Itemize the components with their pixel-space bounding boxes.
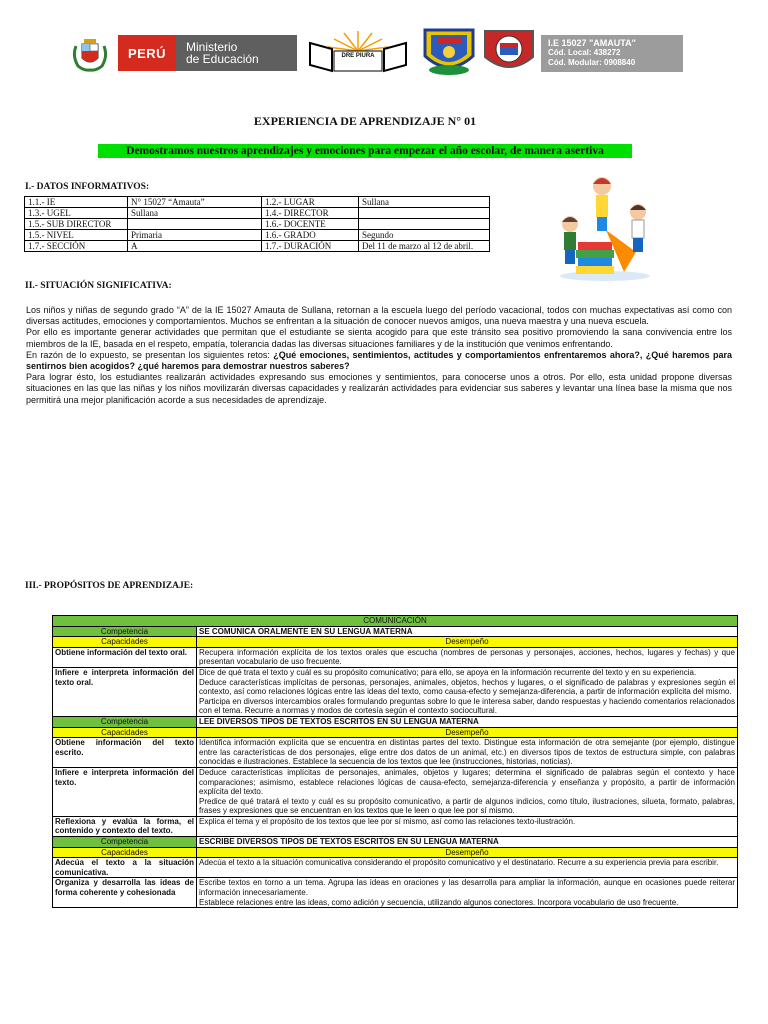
desempeno-text: Participa en diversos intercambios orales formulando preguntas sobre lo que le interesa saber, dando respuestas y haciendo comentarios relacionados con el tema. Recurre a normas y modos de cortesía según el contexto sociocultural.: [199, 696, 735, 716]
competencia-label: Competencia: [53, 837, 197, 848]
table-cell: Sullana: [359, 197, 490, 208]
propositos-table: [52, 615, 738, 908]
capacidad: Reflexiona y evalúa la forma, el contenido y contexto del texto.: [53, 816, 197, 836]
desempeno: [197, 667, 738, 716]
peru-coat-of-arms-logo: [70, 36, 110, 72]
school-info-banner: [541, 35, 683, 72]
modular-code: Cód. Modular: 0908840: [548, 58, 636, 67]
table-row: [53, 647, 738, 667]
table-cell: [359, 208, 490, 219]
local-code: Cód. Local: 438272: [548, 48, 621, 57]
capacidad: Obtiene información del texto oral.: [53, 647, 197, 667]
area-header: COMUNICACIÓN: [53, 616, 738, 627]
desempeno-text: Explica el tema y el propósito de los textos que lee por sí mismo, así como las relaciones texto-ilustración.: [199, 816, 576, 826]
table-cell: Segundo: [359, 230, 490, 241]
table-cell: 1.1.- IE: [25, 197, 128, 208]
desempeno: [197, 767, 738, 816]
desempeno-text: Deduce características implícitas de personas, personajes, animales, objetos, hechos y lugares, o el significado de palabras y expresiones según el contexto, así como relaciones lógicas entre las ideas del texto, como causa-efecto y semejanza-diferencia, a partir de información explícita del mismo.: [199, 677, 735, 697]
table-cell: A: [128, 241, 262, 252]
capacidades-label: Capacidades: [53, 637, 197, 648]
table-row: [53, 767, 738, 816]
capacidad: Infiere e interpreta información del texto oral.: [53, 667, 197, 716]
paragraph: Los niños y niñas de segundo grado “A” de la IE 15027 Amauta de Sullana, retornan a la escuela luego del período vacacional, todos con muchas expectativas así como con diversas actitudes, emociones y comportamientos. Muchos se enfrentan a la situación de conocer nuevos amigos, una nueva maestra y una nueva escuela.: [26, 305, 732, 327]
competencia-name: SE COMUNICA ORALMENTE EN SU LENGUA MATERNA: [197, 626, 738, 637]
capacidad: Infiere e interpreta información del texto.: [53, 767, 197, 816]
capacidad: Organiza y desarrolla las ideas de forma coherente y cohesionada: [53, 878, 197, 908]
desempeno-label: Desempeño: [197, 727, 738, 738]
table-row: [25, 230, 490, 241]
ministry-logo: [176, 35, 297, 71]
desempeno-label: Desempeño: [197, 847, 738, 858]
table-cell: 1.5.- NIVEL: [25, 230, 128, 241]
dre-label: DRE PIURA: [341, 53, 375, 59]
section3-heading: III.- PROPÓSITOS DE APRENDIZAJE:: [25, 581, 194, 591]
desempeno-text: Recupera información explícita de los textos orales que escucha (nombres de personas y personajes, acciones, hechos, lugares y fechas) y que presentan vocabulario de uso frecuente.: [199, 647, 735, 667]
table-row: [53, 738, 738, 768]
table-cell: Del 11 de marzo al 12 de abril.: [359, 241, 490, 252]
table-cell: 1.6.- DOCENTE: [262, 219, 359, 230]
table-cell: [128, 219, 262, 230]
capacidad: Obtiene información del texto escrito.: [53, 738, 197, 768]
competencia-name: ESCRIBE DIVERSOS TIPOS DE TEXTOS ESCRITOS EN SU LENGUA MATERNA: [197, 837, 738, 848]
desempeno-text: Identifica información explícita que se encuentra en distintas partes del texto. Distingue esta información de otra semejante (por ejemplo, distingue entre las características de dos personajes, elige entre dos datos de un animal, etc.) en diversos tipos de textos de estructura simple, con palabras conocidas e ilustraciones. Establece la secuencia de los textos que lee (instrucciones, historias, noticias).: [199, 738, 735, 767]
situacion-significativa-text: [26, 305, 732, 406]
paragraph: Por ello es importante generar actividades que permitan que el estudiante se sienta acogido para que este tránsito sea positivo promoviendo la sana convivencia entre los miembros de la IE, basada en el respeto, empatía, tolerancia dadas las diversas situaciones familiares y de la institución que venimos enfrentando.: [26, 327, 732, 349]
table-row: [53, 727, 738, 738]
table-row: [53, 626, 738, 637]
ministry-line2: de Educación: [186, 52, 259, 66]
students-illustration: [550, 172, 660, 282]
table-row: [53, 858, 738, 878]
table-cell: Primaria: [128, 230, 262, 241]
table-cell: Sullana: [128, 208, 262, 219]
institution-badge-logo: [481, 27, 537, 77]
table-cell: 1.7.- SECCIÓN: [25, 241, 128, 252]
table-row: [53, 816, 738, 836]
competencia-label: Competencia: [53, 626, 197, 637]
table-cell: 1.6.- GRADO: [262, 230, 359, 241]
table-row: [53, 837, 738, 848]
capacidades-label: Capacidades: [53, 727, 197, 738]
paragraph: [26, 350, 732, 372]
desempeno: [197, 647, 738, 667]
table-row: [53, 616, 738, 627]
datos-informativos-table: [24, 196, 490, 252]
table-cell: 1.5.- SUB DIRECTOR: [25, 219, 128, 230]
table-row: [53, 716, 738, 727]
document-subtitle: Demostramos nuestros aprendizajes y emociones para empezar el año escolar, de manera asertiva: [98, 144, 632, 158]
ministry-line1: Ministerio: [186, 40, 238, 54]
table-cell: 1.4.- DIRECTOR: [262, 208, 359, 219]
table-row: [25, 219, 490, 230]
table-cell: [359, 219, 490, 230]
desempeno-label: Desempeño: [197, 637, 738, 648]
section2-heading: II.- SITUACIÓN SIGNIFICATIVA:: [25, 281, 172, 291]
desempeno: [197, 816, 738, 836]
document-title: EXPERIENCIA DE APRENDIZAJE N° 01: [253, 114, 477, 128]
retos-questions: ¿Qué emociones, sentimientos, actitudes y comportamientos enfrentaremos ahora?, ¿Qué haremos para sentirnos bien acogidos? ¿qué haremos para demostrar nuestros saberes?: [26, 349, 732, 372]
table-cell: N° 15027 “Amauta”: [128, 197, 262, 208]
school-crest-logo: [421, 26, 477, 78]
table-row: [25, 208, 490, 219]
competencia-name: LEE DIVERSOS TIPOS DE TEXTOS ESCRITOS EN SU LENGUA MATERNA: [197, 716, 738, 727]
table-row: [53, 878, 738, 908]
section1-heading: I.- DATOS INFORMATIVOS:: [25, 182, 150, 192]
retos-intro: En razón de lo expuesto, se presentan los siguientes retos:: [26, 349, 274, 360]
desempeno-text: Dice de qué trata el texto y cuál es su propósito comunicativo; para ello, se apoya en la información recurrente del texto y en su experiencia.: [199, 667, 697, 677]
table-cell: 1.2.- LUGAR: [262, 197, 359, 208]
desempeno: [197, 878, 738, 908]
table-row: [53, 667, 738, 716]
paragraph: Para lograr ésto, los estudiantes realizarán actividades expresando sus emociones y sentimientos, para conocerse unos a otros. Por ello, esta unidad propone diversas situaciones en las que las niñas y los niños movilizarán diversas capacidades y realizarán actividades para evidenciar sus saberes y levantar una línea base la misma que nos permitirá una mejor planificación acorde a sus necesidades de aprendizaje.: [26, 372, 732, 405]
capacidades-label: Capacidades: [53, 847, 197, 858]
table-cell: 1.3.- UGEL: [25, 208, 128, 219]
peru-brand-label: PERÚ: [118, 35, 176, 71]
table-row: [53, 847, 738, 858]
desempeno-text: Establece relaciones entre las ideas, como adición y secuencia, utilizando algunos conectores. Incorpora vocabulario de uso frecuente.: [199, 897, 679, 907]
desempeno-text: Predice de qué tratará el texto y cuál es su propósito comunicativo, a partir de algunos indicios, como título, ilustraciones, silueta, formato, palabras, frases y expresiones que se encuentran en los textos que le leen o que lee por sí mismo.: [199, 796, 735, 816]
desempeno-text: Adecúa el texto a la situación comunicativa considerando el propósito comunicativo y el destinatario. Recurre a su experiencia previa para escribir.: [199, 858, 719, 868]
desempeno: [197, 858, 738, 878]
capacidad: Adecúa el texto a la situación comunicativa.: [53, 858, 197, 878]
desempeno: [197, 738, 738, 768]
table-row: [25, 241, 490, 252]
desempeno-text: Deduce características implícitas de personajes, animales, objetos y lugares; determina el significado de palabras según el contexto y hace comparaciones; asimismo, establece relaciones lógicas de causa-efecto, semejanza-diferencia y enseñanza y propósito, a partir de información explícita del texto.: [199, 767, 735, 797]
table-row: [53, 637, 738, 648]
school-name-code: I.E 15027 "AMAUTA": [548, 38, 636, 48]
desempeno-text: Escribe textos en torno a un tema. Agrupa las ideas en oraciones y las desarrolla para ampliar la información, aunque en ocasiones puede reiterar información innecesariamente.: [199, 878, 735, 898]
competencia-label: Competencia: [53, 716, 197, 727]
table-row: [25, 197, 490, 208]
table-cell: 1.7.- DURACIÓN: [262, 241, 359, 252]
